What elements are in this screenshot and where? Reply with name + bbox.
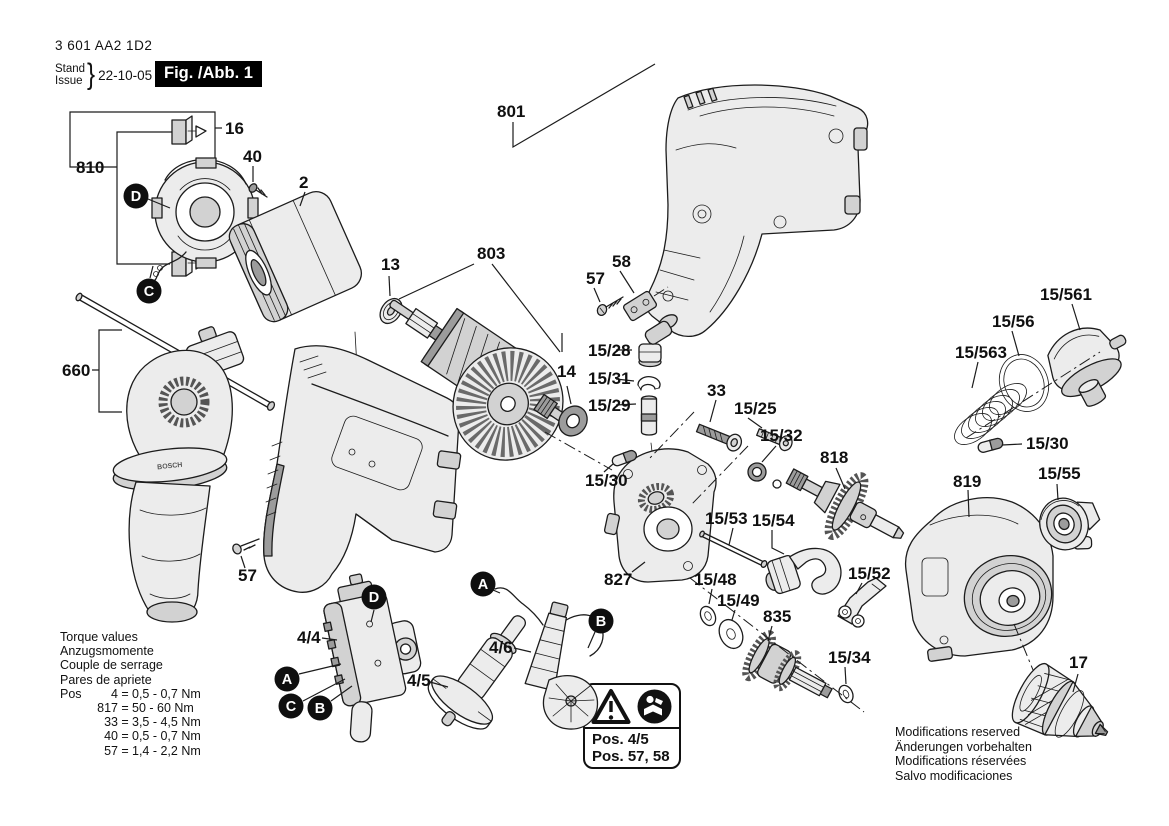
torque-row: Pos 4 = 0,5 - 0,7 Nm: [60, 686, 201, 701]
brand-embossed: BOSCH: [156, 461, 183, 472]
torque-title-de: Anzugsmomente: [60, 644, 154, 659]
leader-15-30b: [1002, 444, 1022, 445]
label-15-25: 15/25: [734, 399, 777, 418]
gearbox-housing-819: [906, 498, 1063, 662]
leader-15-48: [709, 589, 712, 604]
pin-15-29: [642, 396, 657, 435]
label-57-handle: 57: [238, 566, 257, 585]
leader-801: [513, 64, 655, 147]
badge-a-switch: [275, 667, 300, 692]
label-57-top: 57: [586, 269, 605, 288]
leader-13: [389, 276, 390, 296]
label-818: 818: [820, 448, 849, 467]
label-4-5: 4/5: [407, 671, 431, 690]
label-15-52: 15/52: [848, 564, 891, 583]
label-16: 16: [225, 119, 244, 138]
stand-label: Stand: [55, 62, 86, 75]
label-819: 819: [953, 472, 982, 491]
modification-notes: Modifications reserved Änderungen vorbehalten Modifications réservées Salvo modificaciones: [895, 725, 1032, 783]
washer-15-48: [697, 604, 718, 628]
label-15-30a: 15/30: [585, 471, 628, 490]
label-2: 2: [299, 173, 309, 192]
badge-c-switch: [279, 694, 304, 719]
screw-57-top: [594, 288, 623, 317]
leader-58: [620, 271, 634, 293]
shift-fork-15-54: [761, 541, 847, 610]
housing-half-801: [646, 85, 868, 336]
label-15-54: 15/54: [752, 511, 795, 530]
svg-text:B: B: [595, 614, 607, 630]
label-15-31: 15/31: [588, 369, 631, 388]
washer-15-49: [715, 616, 748, 652]
side-handle-660: [112, 320, 246, 622]
screw-57-handle: [231, 539, 259, 568]
torque-title-es: Pares de apriete: [60, 672, 152, 687]
leader-15-32: [762, 446, 776, 462]
chuck-17: [1005, 659, 1122, 763]
svg-text:C: C: [143, 284, 155, 300]
drill-body-housing: [264, 346, 461, 593]
label-15-53: 15/53: [705, 509, 748, 528]
badge-c-brush: [137, 279, 162, 304]
label-803: 803: [477, 244, 506, 263]
brace-glyph: }: [87, 58, 96, 91]
svg-text:C: C: [285, 699, 297, 715]
badge-d-switch: [362, 585, 387, 610]
issue-label: Issue: [55, 75, 83, 87]
badge-b-switch: [308, 696, 333, 721]
torque-title-en: Torque values: [60, 630, 138, 644]
badge-b-cord: [589, 609, 614, 634]
svg-text:A: A: [477, 577, 489, 593]
label-17: 17: [1069, 653, 1088, 672]
label-827: 827: [604, 570, 633, 589]
label-660: 660: [62, 361, 91, 380]
screw-40: [248, 166, 267, 197]
leader-33: [710, 400, 716, 422]
leader-15-55: [1057, 484, 1058, 500]
label-15-56: 15/56: [992, 312, 1035, 331]
pin-15-30-right: [977, 437, 1004, 453]
selector-elbow-15-28: [639, 320, 673, 367]
warning-pos-line: Pos. 57, 58: [592, 748, 670, 765]
torque-row: 817 = 50 - 60 Nm: [97, 701, 194, 716]
label-15-49: 15/49: [717, 591, 760, 610]
torque-row: 57 = 1,4 - 2,2 Nm: [104, 743, 201, 758]
screw-33: [695, 420, 744, 453]
label-810: 810: [76, 158, 105, 177]
torque-title-fr: Couple de serrage: [60, 658, 163, 673]
label-15-55: 15/55: [1038, 464, 1081, 483]
label-13: 13: [381, 255, 400, 274]
issue-date: 22-10-05: [98, 67, 153, 83]
label-15-561: 15/561: [1040, 285, 1092, 304]
retaining-ring-15-31: [638, 377, 660, 390]
washer-15-34: [836, 683, 855, 705]
svg-text:A: A: [281, 672, 293, 688]
label-15-28: 15/28: [588, 341, 631, 360]
label-15-48: 15/48: [694, 570, 737, 589]
label-33: 33: [707, 381, 726, 400]
label-15-29: 15/29: [588, 396, 631, 415]
bracket-660: [92, 330, 122, 412]
label-40: 40: [243, 147, 262, 166]
leader-15-34: [845, 667, 846, 684]
type-number: 3 601 AA2 1D2: [55, 38, 153, 53]
label-15-32: 15/32: [760, 426, 803, 445]
leader-15-54: [772, 530, 784, 554]
bracket-15-52: [838, 578, 886, 627]
leader-15-53: [729, 528, 733, 545]
svg-text:B: B: [314, 701, 326, 717]
badge-d-brush: [124, 184, 149, 209]
label-801: 801: [497, 102, 526, 121]
leader-15-56: [1012, 331, 1019, 356]
assembly-axis: [545, 432, 612, 470]
torque-row: 40 = 0,5 - 0,7 Nm: [104, 729, 201, 744]
badge-a-cord: [471, 572, 496, 597]
torque-row: 33 = 3,5 - 4,5 Nm: [104, 715, 201, 730]
gear-housing-827: [604, 449, 716, 582]
bearing-15-32: [748, 463, 781, 488]
svg-text:D: D: [368, 590, 380, 606]
warning-pos-line: Pos. 4/5: [592, 731, 649, 748]
leader-15-561: [1072, 304, 1080, 330]
label-4-6: 4/6: [489, 638, 513, 657]
label-4-4: 4/4: [297, 628, 321, 647]
leader-15-563: [972, 362, 978, 388]
figure-label: Fig. /Abb. 1: [155, 61, 262, 87]
label-14: 14: [557, 362, 576, 381]
label-835: 835: [763, 607, 792, 626]
label-15-30b: 15/30: [1026, 434, 1069, 453]
label-15-34: 15/34: [828, 648, 871, 667]
svg-text:D: D: [130, 189, 142, 205]
selector-knob-15-561: [1037, 311, 1145, 417]
label-58: 58: [612, 252, 631, 271]
label-15-563: 15/563: [955, 343, 1007, 362]
spindle-gear-835: [742, 631, 841, 714]
